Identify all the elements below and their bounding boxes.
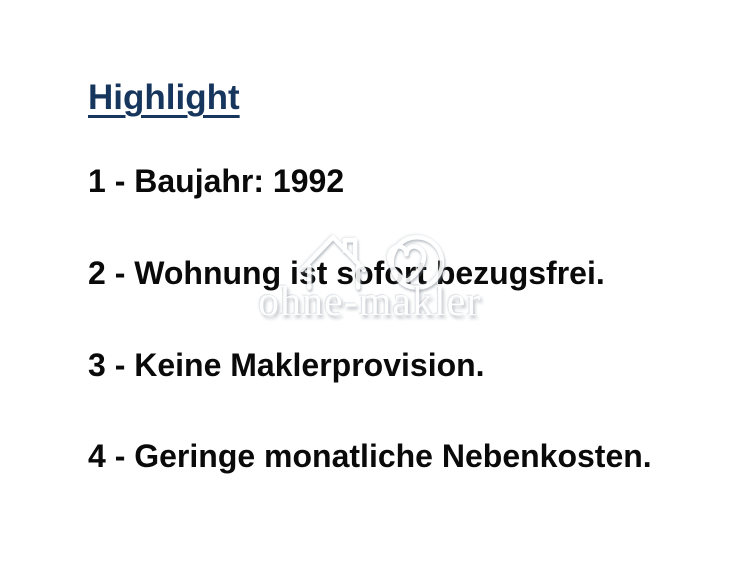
page-title: Highlight	[88, 78, 240, 117]
list-item: 4 - Geringe monatliche Nebenkosten.	[88, 438, 652, 474]
watermark-text: ohne-makler	[258, 279, 482, 325]
list-item: 3 - Keine Maklerprovision.	[88, 347, 485, 383]
list-item: 1 - Baujahr: 1992	[88, 163, 345, 199]
list-item: 2 - Wohnung ist sofort bezugsfrei.	[88, 255, 605, 291]
